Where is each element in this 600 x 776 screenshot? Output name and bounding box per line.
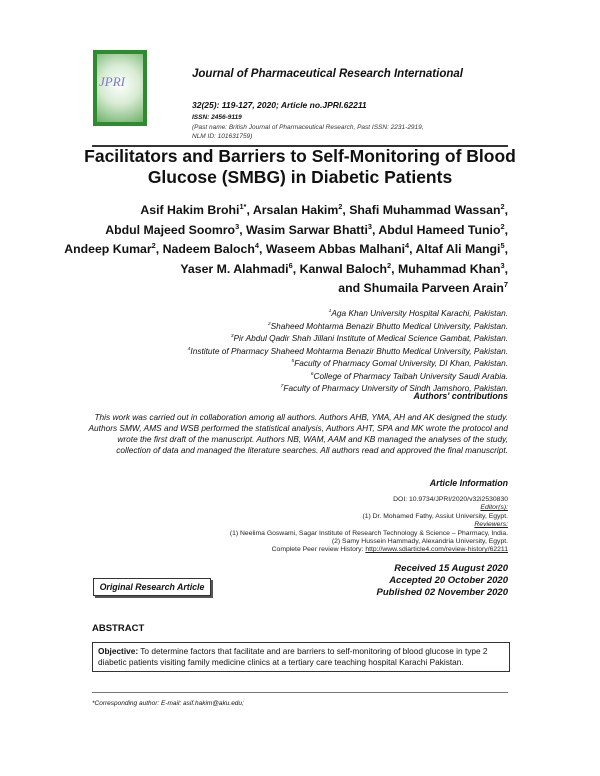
affiliation-mark: 1 <box>328 308 332 314</box>
affiliation <box>188 319 508 332</box>
author-name: Nadeem Baloch <box>162 242 255 257</box>
contributions-heading: Authors' contributions <box>413 391 508 401</box>
author-name: Altaf Ali Mangi <box>415 242 501 257</box>
abstract-heading: ABSTRACT <box>92 623 145 634</box>
author-name: Muhammad Khan <box>397 261 501 276</box>
cover-logo: JPRI <box>99 74 125 89</box>
affiliation-text: Aga Khan University Hospital Karachi, Pakistan. <box>331 307 508 318</box>
affiliation-mark: 5 <box>291 358 295 365</box>
journal-issn: ISSN: 2456-9119 <box>192 114 242 121</box>
journal-past-name: (Past name: British Journal of Pharmaceutical Research, Past ISSN: 2231-2919, NLM ID: 101631759) <box>192 124 424 140</box>
affiliation-text: Faculty of Pharmacy Gomal University, DI Khan, Pakistan. <box>294 358 508 369</box>
author-affiliation-mark: 2 <box>338 202 343 211</box>
journal-cover-image <box>93 50 147 126</box>
affiliation <box>188 356 508 369</box>
affiliation-mark: 7 <box>280 383 284 390</box>
article-type-box: Original Research Article <box>93 578 211 596</box>
journal-volume: 32(25): 119-127, 2020; Article no.JPRI.62211 <box>192 100 367 110</box>
affiliation <box>188 306 508 319</box>
author-name: Shafi Muhammad Wassan <box>349 203 501 218</box>
author-affiliation-mark: 6 <box>288 260 293 270</box>
author-affiliation-mark: 3 <box>367 221 373 231</box>
journal-name: Journal of Pharmaceutical Research International <box>192 68 463 80</box>
author-name: Asif Hakim Brohi <box>140 203 240 218</box>
author-affiliation-mark: 2 <box>151 241 156 251</box>
author-line: Yaser M. Alahmadi$^6$, Kanwal Baloch$^2$, Muhammad Khan$^3$, <box>180 260 508 276</box>
author-affiliation-mark: 3 <box>235 221 240 231</box>
author-affiliation-mark: 2 <box>500 221 505 231</box>
author-name: Yaser M. Alahmadi <box>180 261 289 276</box>
author-name: Kanwal Baloch <box>299 261 388 276</box>
author-affiliation-mark: 2 <box>500 202 505 211</box>
affiliation-mark: 2 <box>267 320 271 327</box>
article-info: DOI: 10.9734/JPRI/2020/v32i2530830 Editor(s): (1) Dr. Mohamed Fathy, Assiut University, Egypt. Reviewers: (1) Neelima Goswami, Sagar Institute of Research Technology & Science – Pharmacy, India. (2) Samy Hussein Hammady, Alexandria University, Egypt. Complete Peer review History: http://www.sdiarticle4.com/review-history/62211 <box>229 496 508 554</box>
author-affiliation-mark: 1* <box>239 202 247 211</box>
author-affiliation-mark: 4 <box>254 241 259 251</box>
abstract-box: Objective: To determine factors that facilitate and are barriers to self-monitoring of blood glucose in type 2 diabetic patients visiting family medicine clinics at a tertiary care teaching hospital Karachi Pakistan. <box>92 642 510 672</box>
author-name: Wasim Sarwar Bhatti <box>246 222 368 237</box>
author-affiliation-mark: 5 <box>500 241 505 251</box>
footnote-rule <box>92 692 508 693</box>
author-list <box>64 199 508 297</box>
author-affiliation-mark: 3 <box>500 260 505 270</box>
corresponding-author: *Corresponding author: E-mail: asif.hakim@aku.edu; <box>92 700 244 707</box>
author-name: Arsalan Hakim <box>252 203 339 218</box>
affiliation-text: Institute of Pharmacy Shaheed Mohtarma Benazir Bhutto Medical University, Pakistan. <box>190 345 508 356</box>
author-name: and Shumaila Parveen Arain <box>338 281 504 296</box>
author-name: Abdul Hameed Tunio <box>378 222 501 237</box>
author-name: Abdul Majeed Soomro <box>105 222 236 237</box>
affiliation-text: Faculty of Pharmacy University of Sindh Jamshoro, Pakistan. <box>283 383 508 394</box>
affiliation <box>188 344 508 357</box>
author-line: Andeep Kumar$^2$, Nadeem Baloch$^4$, Waseem Abbas Malhani$^4$, Altaf Ali Mangi$^5$, <box>64 241 508 257</box>
author-affiliation-mark: 4 <box>405 241 410 251</box>
article-info-heading: Article Information <box>429 478 508 488</box>
affiliations <box>188 306 508 394</box>
article-dates: Received 15 August 2020 Accepted 20 October 2020 Published 02 November 2020 <box>376 563 508 598</box>
paper-title: Facilitators and Barriers to Self-Monitoring of Blood Glucose (SMBG) in Diabetic Patients <box>84 146 516 187</box>
author-line <box>64 277 508 297</box>
author-affiliation-mark: 7 <box>503 280 508 290</box>
author-name: Waseem Abbas Malhani <box>265 242 406 257</box>
author-name: Andeep Kumar <box>64 242 152 257</box>
author-affiliation-mark: 2 <box>387 260 392 270</box>
affiliation-text: Pir Abdul Qadir Shah Jillani Institute of Medical Science Gambat, Pakistan. <box>233 332 508 343</box>
affiliation-mark: 4 <box>187 345 191 352</box>
affiliation-mark: 3 <box>230 333 234 340</box>
affiliation-text: College of Pharmacy Taibah University Saudi Arabia. <box>313 370 508 381</box>
affiliation-text: Shaheed Mohtarma Benazir Bhutto Medical University, Pakistan. <box>270 320 508 331</box>
contributions-text: This work was carried out in collaboration among all authors. Authors AHB, YMA, AH and AK designed the study. Authors SMW, AMS and WSB performed the statistical analysis, Authors AHT, SPA and MK wrote the protocol and wrote the first draft of the manuscript. Authors NB, WAM, AAM and KB managed the analyses of the study, collection of data and managed the literature searches. All authors read and approved the final manuscript. <box>88 412 508 455</box>
author-line: Asif Hakim Brohi$^{1*}$, Arsalan Hakim$^2$, Shafi Muhammad Wassan$^2$, <box>140 202 508 218</box>
review-history-link[interactable]: http://www.sdiarticle4.com/review-history/62211 <box>365 546 508 554</box>
affiliation <box>188 331 508 344</box>
affiliation-mark: 6 <box>310 370 314 377</box>
author-line: Abdul Majeed Soomro$^3$, Wasim Sarwar Bhatti$^3$, Abdul Hameed Tunio$^2$, <box>105 221 508 237</box>
affiliation <box>188 369 508 382</box>
